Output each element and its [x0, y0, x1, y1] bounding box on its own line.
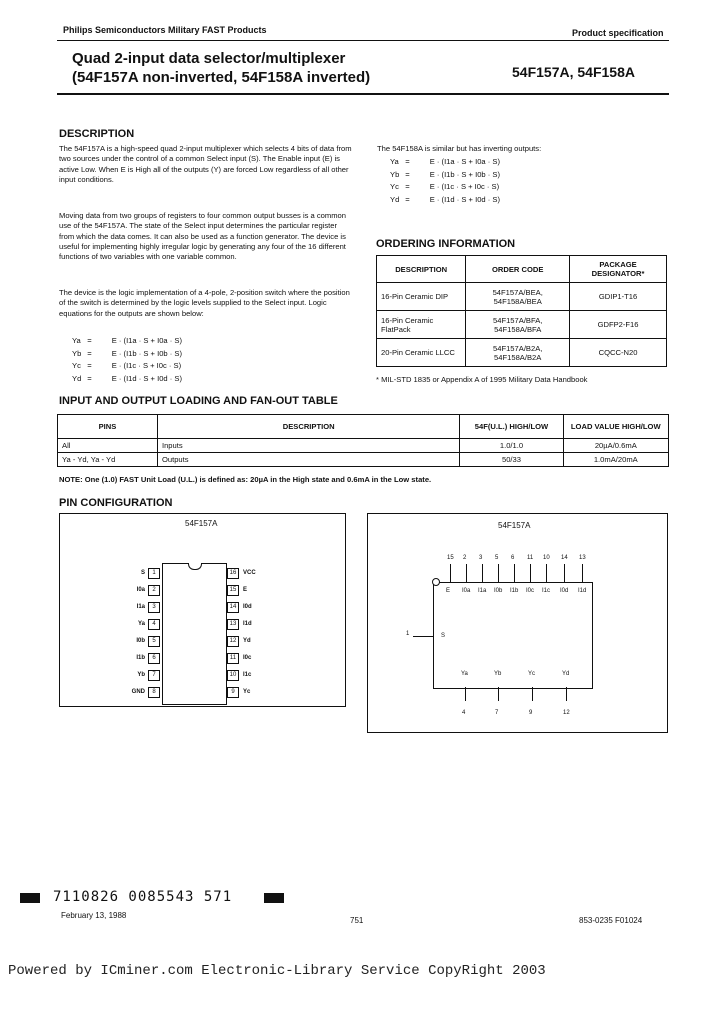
loading-cell: Inputs [157, 439, 459, 453]
logic-pin-label: I1d [578, 588, 587, 594]
loading-heading: INPUT AND OUTPUT LOADING AND FAN-OUT TABLE [59, 395, 338, 407]
logic-pin-number: 6 [511, 555, 515, 561]
dip-pin-label: I0b [136, 638, 145, 644]
dip-pin-label: Yc [243, 689, 251, 695]
dip-pin-number: 8 [148, 687, 160, 698]
equation-row [390, 157, 504, 168]
equation-op: = [405, 169, 410, 179]
equation-op: = [405, 194, 410, 204]
loading-row [58, 439, 669, 453]
logic-pin-label: I0b [494, 588, 503, 594]
equation-lhs: Yd [390, 194, 400, 204]
equation-rhs: E · (I1d · S + I0d · S) [429, 194, 500, 204]
dip-pin-number: 11 [227, 653, 239, 664]
logic-pin-line [466, 564, 467, 582]
logic-output-label: Ya [461, 671, 468, 677]
equation-lhs: Ya [72, 336, 81, 345]
ordering-row [377, 311, 667, 339]
dip-pin-number: 1 [148, 568, 160, 579]
powered-by: Powered by ICminer.com Electronic-Library Service CopyRight 2003 [8, 963, 546, 979]
inverting-intro: The 54F158A is similar but has inverting outputs: [377, 144, 542, 153]
loading-note-text: NOTE: One (1.0) FAST Unit Load (U.L.) is defined as: 20µA in the High state and 0.6mA in the Low state. [59, 475, 432, 484]
logic-output-number: 12 [563, 710, 570, 716]
dip-pin-label: I1d [243, 621, 252, 627]
equations-table [70, 334, 188, 386]
logic-output-label: Yd [562, 671, 570, 677]
dip-pin-number: 4 [148, 619, 160, 630]
loading-cell: Outputs [157, 453, 459, 467]
equation-op: = [87, 336, 92, 345]
dip-pin-label: I1c [243, 672, 252, 678]
loading-column-header: 54F(U.L.) HIGH/LOW [460, 415, 563, 439]
ordering-cell: CQCC-N20 [570, 339, 667, 367]
logic-pin-line [482, 564, 483, 582]
ordering-cell: GDIP1-T16 [570, 283, 667, 311]
equation-op: = [405, 182, 410, 192]
loading-column-header: LOAD VALUE HIGH/LOW [563, 415, 668, 439]
equation-row [390, 182, 504, 193]
part-numbers: 54F157A, 54F158A [512, 64, 635, 80]
dip-pin-number: 12 [227, 636, 239, 647]
equation-lhs: Yd [72, 373, 82, 383]
logic-pin-line [498, 564, 499, 582]
ordering-column-header: PACKAGE DESIGNATOR* [570, 256, 667, 283]
equation-op: = [87, 348, 92, 358]
equation-lhs: Yb [72, 348, 82, 358]
dip-pin-number: 14 [227, 602, 239, 613]
logic-output-number: 4 [462, 710, 466, 716]
dip-pin-number: 10 [227, 670, 239, 681]
logic-pin-label: I1c [542, 588, 551, 594]
dip-pin-label: GND [131, 689, 145, 695]
dip-pin-label: E [243, 587, 248, 593]
dip-pin-number: 3 [148, 602, 160, 613]
equation-op: = [87, 361, 92, 371]
dip-pin-label: I1a [136, 604, 145, 610]
logic-output-line [498, 687, 499, 701]
logic-pin-number: 13 [579, 555, 586, 561]
dip-pin-number: 16 [227, 568, 239, 579]
logic-pin-number: 11 [527, 555, 534, 561]
barcode-bar-left [20, 893, 40, 903]
loading-cell: 50/33 [460, 453, 563, 467]
inverting-equations [388, 155, 506, 207]
dip-pin-label: I0a [136, 587, 145, 593]
logic-pin-label: I0a [462, 588, 471, 594]
dip-diagram-box [59, 513, 346, 707]
logic-output-number: 7 [495, 710, 499, 716]
dip-pin-number: 6 [148, 653, 160, 664]
footer-page: 751 [350, 916, 364, 925]
loading-table [57, 414, 669, 467]
equation-rhs: E · (I1d · S + I0d · S) [111, 373, 182, 383]
dip-pin-number: 15 [227, 585, 239, 596]
logic-pin-line [514, 564, 515, 582]
logic-output-label: Yc [528, 671, 536, 677]
dip-pin-number: 2 [148, 585, 160, 596]
equation-rhs: E · (I1b · S + I0b · S) [429, 169, 500, 179]
logic-pin-label: E [446, 588, 451, 594]
logic-output-line [532, 687, 533, 701]
dip-pin-label: S [140, 570, 145, 576]
equation-op: = [87, 373, 92, 383]
description-p2: Moving data from two groups of registers to four common output busses is a common use of the 54F157A. The state of the Select input determines the particular register from which the data comes. It can also be used as a function generator. The device is useful for implementing highly irregular logic by generating any four of the 16 different functions of two variables with one variable common. [59, 211, 347, 262]
ordering-cell: 54F157A/BEA, 54F158A/BEA [466, 283, 570, 311]
ordering-table [376, 255, 667, 367]
dip-pin-label: VCC [243, 570, 256, 576]
loading-column-header: DESCRIPTION [157, 415, 459, 439]
description-heading: DESCRIPTION [59, 128, 135, 140]
equation-op: = [405, 157, 410, 166]
equation-lhs: Yc [390, 182, 399, 192]
header-rule [57, 40, 669, 41]
loading-cell: 1.0mA/20mA [563, 453, 668, 467]
page-title [72, 49, 370, 87]
equation-rhs: E · (I1c · S + I0c · S) [111, 361, 182, 371]
logic-output-label: Yb [494, 671, 502, 677]
dip-package [162, 563, 227, 705]
title-line-2: (54F157A non-inverted, 54F158A inverted) [72, 69, 371, 86]
title-rule [57, 93, 669, 95]
dip-pin-number: 5 [148, 636, 160, 647]
logic-pin-line [530, 564, 531, 582]
dip-pin-number: 7 [148, 670, 160, 681]
title-line-1: Quad 2-input data selector/multiplexer [72, 50, 346, 67]
logic-pin-number: 15 [447, 555, 454, 561]
loading-cell: 20µA/0.6mA [563, 439, 668, 453]
equation-row [72, 349, 186, 360]
equation-rhs: E · (I1a · S + I0a · S) [111, 336, 182, 345]
logic-pin-line [546, 564, 547, 582]
logic-output-number: 9 [529, 710, 533, 716]
ordering-note: * MIL-STD 1835 or Appendix A of 1995 Military Data Handbook [376, 375, 588, 384]
header-left: Philips Semiconductors Military FAST Products [63, 25, 267, 35]
description-p3: The device is the logic implementation of a 4-pole, 2-position switch where the position of the switch is determined by the logic levels supplied to the Select input. Logic equations for the outputs are shown below: [59, 288, 350, 318]
logic-select-number: 1 [406, 631, 410, 637]
equation-rhs: E · (I1a · S + I0a · S) [429, 157, 500, 166]
equation-lhs: Ya [390, 157, 399, 166]
ordering-cell: 16-Pin Ceramic FlatPack [377, 311, 466, 339]
logic-pin-line [582, 564, 583, 582]
equation-rhs: E · (I1b · S + I0b · S) [111, 348, 182, 358]
dip-pin-label: I1b [136, 655, 145, 661]
dip-pin-number: 9 [227, 687, 239, 698]
dip-title: 54F157A [185, 519, 218, 528]
ordering-cell: 20-Pin Ceramic LLCC [377, 339, 466, 367]
ordering-cell: 54F157A/BFA, 54F158A/BFA [466, 311, 570, 339]
ordering-heading: ORDERING INFORMATION [376, 238, 516, 250]
logic-title: 54F157A [498, 521, 531, 530]
logic-pin-number: 3 [479, 555, 483, 561]
description-p1: The 54F157A is a high-speed quad 2-input multiplexer which selects 4 bits of data from two sources under the control of a common Select input (S). The Enable input (E) is active Low. When E is High all of the outputs (Y) are forced Low regardless of all other input conditions. [59, 144, 352, 184]
ordering-cell: 16-Pin Ceramic DIP [377, 283, 466, 311]
loading-cell: All [58, 439, 158, 453]
ordering-column-header: ORDER CODE [466, 256, 570, 283]
dip-pin-label: I0d [243, 604, 252, 610]
footer-date: February 13, 1988 [61, 911, 127, 920]
ordering-row [377, 283, 667, 311]
ordering-row [377, 339, 667, 367]
footer-doc: 853-0235 F01024 [579, 916, 643, 925]
logic-pin-number: 5 [495, 555, 499, 561]
dip-pin-number: 13 [227, 619, 239, 630]
logic-pin-label: I0c [526, 588, 535, 594]
barcode-bar-right [264, 893, 284, 903]
equation-row [390, 170, 504, 181]
logic-pin-line [450, 564, 451, 582]
ordering-column-header: DESCRIPTION [377, 256, 466, 283]
dip-pin-label: I0c [243, 655, 252, 661]
logic-diagram-box [367, 513, 668, 733]
loading-row [58, 453, 669, 467]
logic-pin-label: I1b [510, 588, 519, 594]
enable-bubble [432, 578, 440, 586]
header-right: Product specification [572, 28, 664, 38]
loading-column-header: PINS [58, 415, 158, 439]
logic-pin-label: I0d [560, 588, 569, 594]
ordering-cell: 54F157A/B2A, 54F158A/B2A [466, 339, 570, 367]
logic-pin-label: I1a [478, 588, 487, 594]
ordering-cell: GDFP2-F16 [570, 311, 667, 339]
equation-row [72, 361, 186, 372]
dip-pin-label: Yd [243, 638, 251, 644]
logic-output-line [566, 687, 567, 701]
dip-pin-label: Yb [137, 672, 145, 678]
equation-lhs: Yb [390, 169, 400, 179]
logic-pin-line [564, 564, 565, 582]
equation-lhs: Yc [72, 361, 81, 371]
logic-select-line [413, 636, 433, 637]
logic-pin-number: 14 [561, 555, 568, 561]
pinconfig-heading: PIN CONFIGURATION [59, 497, 173, 509]
equation-row [390, 195, 504, 206]
dip-pin-label: Ya [137, 621, 145, 627]
loading-cell: Ya - Yd, Ya - Yd [58, 453, 158, 467]
dip-notch [188, 563, 202, 570]
barcode-number: 7110826 0085543 571 [53, 889, 233, 905]
equation-row [72, 374, 186, 385]
loading-cell: 1.0/1.0 [460, 439, 563, 453]
logic-pin-number: 10 [543, 555, 550, 561]
logic-select-label: S [441, 633, 446, 639]
equation-rhs: E · (I1c · S + I0c · S) [429, 182, 500, 192]
equation-row [72, 336, 186, 347]
logic-output-line [465, 687, 466, 701]
loading-note [59, 475, 431, 485]
logic-pin-number: 2 [463, 555, 467, 561]
